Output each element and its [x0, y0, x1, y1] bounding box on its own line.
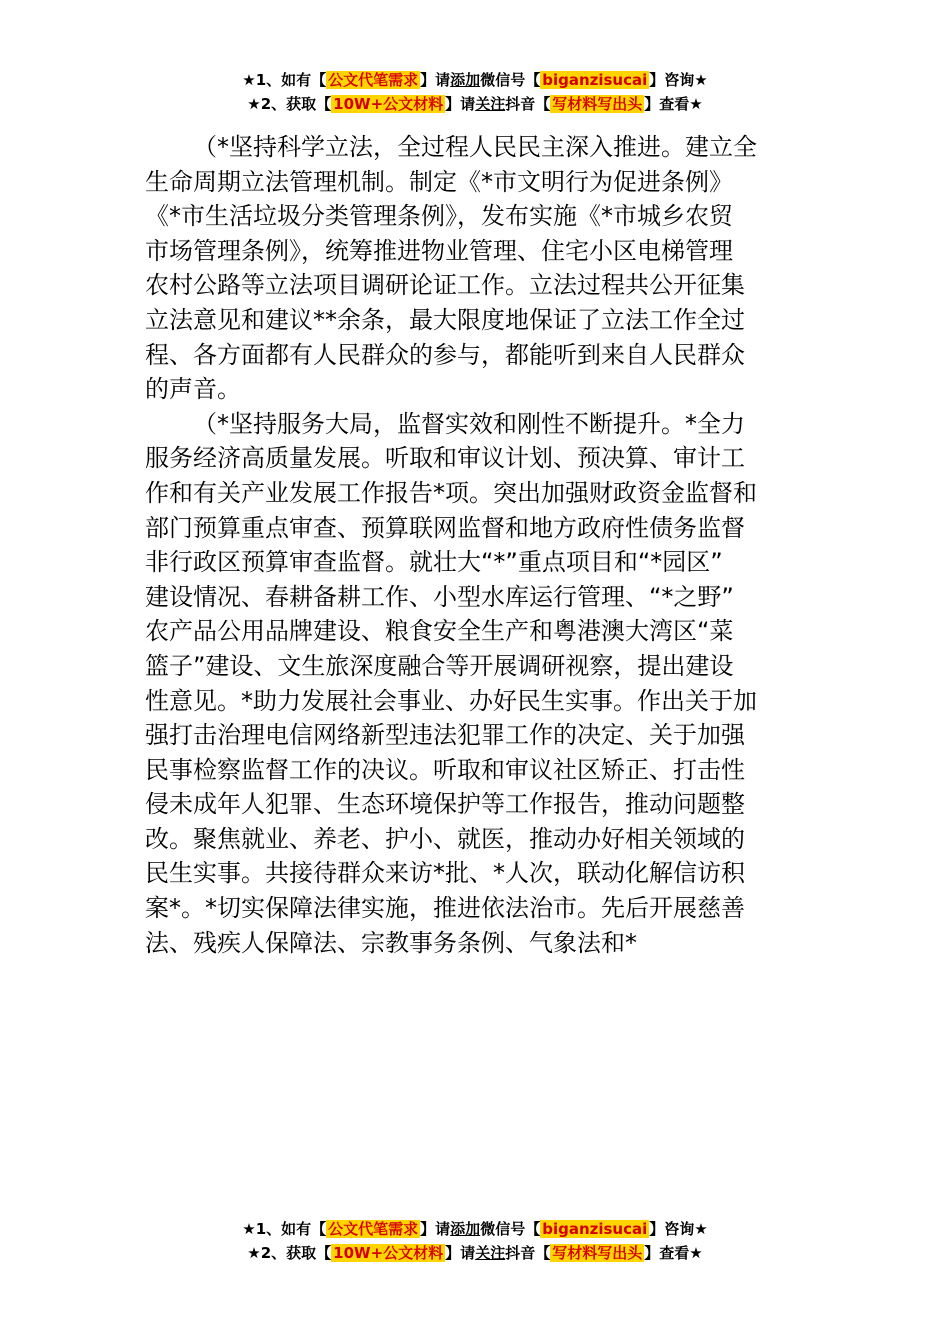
paragraph-line: 立法意见和建议**余条，最大限度地保证了立法工作全过	[145, 305, 745, 334]
ad-text: 】请	[445, 95, 476, 113]
ad-highlight-douyin: 写材料写出头	[552, 95, 643, 113]
footer-ad-line-2	[0, 1241, 950, 1265]
star-icon: ★	[689, 95, 703, 113]
ad-highlight-materials: 10W+公文材料	[333, 1244, 444, 1262]
star-icon: ★	[242, 1220, 256, 1238]
footer-ad-line-1	[0, 1217, 950, 1241]
ad-text: 1、如有【	[255, 71, 327, 89]
document-body	[145, 130, 810, 960]
paragraph-line: 法、残疾人保障法、宗教事务条例、气象法和*	[145, 928, 637, 957]
ad-text: 】咨询	[649, 71, 695, 89]
paragraph-line: 篮子”建设、文生旅深度融合等开展调研视察，提出建设	[145, 651, 734, 680]
header-ad-line-1	[0, 68, 950, 92]
ad-underline-text: 添加	[450, 1220, 481, 1238]
paragraph-line: （*坚持科学立法，全过程人民民主深入推进。建立全	[193, 133, 757, 161]
paragraph-line: 市场管理条例》，统筹推进物业管理、住宅小区电梯管理	[145, 236, 733, 265]
ad-underline-text: 关注	[475, 95, 506, 113]
ad-highlight-materials: 10W+公文材料	[333, 95, 444, 113]
ad-text: 1、如有【	[255, 1220, 327, 1238]
paragraph-line: 《*市生活垃圾分类管理条例》，发布实施《*市城乡农贸	[145, 202, 733, 231]
star-icon: ★	[689, 1244, 703, 1262]
header-ad-line-2	[0, 92, 950, 116]
paragraph-line: （*坚持服务大局，监督实效和刚性不断提升。*全力	[193, 409, 745, 438]
paragraph-line: 性意见。*助力发展社会事业、办好民生实事。作出关于加	[145, 686, 757, 715]
star-icon: ★	[694, 1220, 708, 1238]
header-banner	[0, 68, 950, 116]
paragraph-line: 民事检察监督工作的决议。听取和审议社区矫正、打击性	[145, 755, 745, 784]
paragraph-line: 强打击治理电信网络新型违法犯罪工作的决定、关于加强	[145, 721, 745, 750]
star-icon: ★	[694, 71, 708, 89]
ad-underline-text: 关注	[475, 1244, 506, 1262]
paragraph-line: 作和有关产业发展工作报告*项。突出加强财政资金监督和	[145, 478, 757, 507]
paragraph-line: 建设情况、春耕备耕工作、小型水库运行管理、“*之野”	[145, 582, 734, 611]
ad-highlight-service: 公文代笔需求	[328, 1220, 419, 1238]
ad-text: 微信号【	[480, 71, 541, 89]
star-icon: ★	[247, 1244, 261, 1262]
paragraph-line: 的声音。	[145, 375, 241, 404]
paragraph-line: 农村公路等立法项目调研论证工作。立法过程共公开征集	[145, 271, 745, 300]
paragraph-line: 农产品公用品牌建设、粮食安全生产和粤港澳大湾区“菜	[145, 617, 734, 646]
paragraph-line: 侵未成年人犯罪、生态环境保护等工作报告，推动问题整	[145, 790, 745, 819]
paragraph-line: 程、各方面都有人民群众的参与，都能听到来自人民群众	[145, 340, 745, 369]
ad-highlight-wechat-id: biganzisucai	[542, 1220, 648, 1238]
paragraph-line: 民生实事。共接待群众来访*批、*人次，联动化解信访积	[145, 859, 745, 888]
ad-text: 抖音【	[505, 1244, 551, 1262]
ad-text: 】请	[420, 1220, 451, 1238]
ad-highlight-service: 公文代笔需求	[328, 71, 419, 89]
ad-text: 】咨询	[649, 1220, 695, 1238]
footer-banner	[0, 1217, 950, 1265]
ad-text: 微信号【	[480, 1220, 541, 1238]
paragraph-line: 非行政区预算审查监督。就壮大“*”重点项目和“*园区”	[145, 548, 723, 577]
ad-highlight-douyin: 写材料写出头	[552, 1244, 643, 1262]
ad-underline-text: 添加	[450, 71, 481, 89]
ad-text: 抖音【	[505, 95, 551, 113]
ad-text: 】请	[420, 71, 451, 89]
ad-text: 2、获取【	[260, 95, 332, 113]
paragraph-line: 服务经济高质量发展。听取和审议计划、预决算、审计工	[145, 444, 745, 473]
ad-text: 2、获取【	[260, 1244, 332, 1262]
paragraph-line: 生命周期立法管理机制。制定《*市文明行为促进条例》	[145, 167, 733, 196]
ad-text: 】查看	[644, 95, 690, 113]
ad-text: 】查看	[644, 1244, 690, 1262]
paragraph-line: 改。聚焦就业、养老、护小、就医，推动办好相关领域的	[145, 824, 745, 853]
star-icon: ★	[247, 95, 261, 113]
ad-text: 】请	[445, 1244, 476, 1262]
paragraph-line: 部门预算重点审查、预算联网监督和地方政府性债务监督	[145, 513, 745, 542]
star-icon: ★	[242, 71, 256, 89]
ad-highlight-wechat-id: biganzisucai	[542, 71, 648, 89]
paragraph-line: 案*。*切实保障法律实施，推进依法治市。先后开展慈善	[145, 894, 745, 923]
